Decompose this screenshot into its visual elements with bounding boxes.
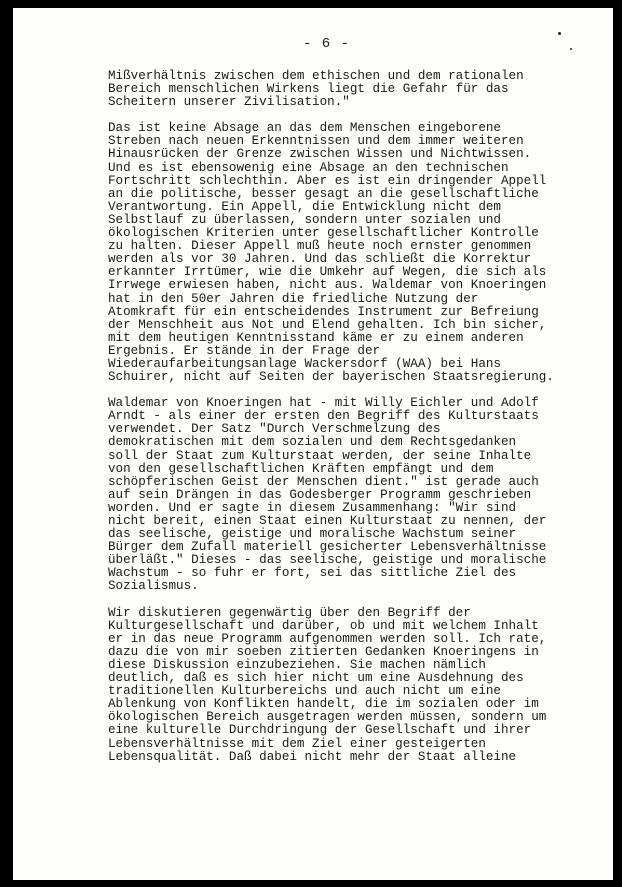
text-line: schöpferischen Geist der Menschen dient." ist gerade auch — [108, 474, 539, 489]
text-line: Irrwege erwiesen haben, nicht aus. Waldemar von Knoeringen — [108, 278, 547, 293]
text-line: er in das neue Programm aufgenommen werden soll. Ich rate, — [108, 631, 547, 646]
paragraph — [108, 70, 578, 109]
text-line: Und es ist ebensowenig eine Absage an den technischen — [108, 160, 509, 175]
text-line: von den gesellschaftlichen Kräften empfängt und dem — [108, 461, 494, 476]
text-line: Selbstlauf zu überlassen, sondern unter sozialen und — [108, 212, 501, 227]
text-line: Sozialismus. — [108, 579, 199, 594]
paragraph — [108, 397, 578, 593]
text-line: Lebensqualität. Daß dabei nicht mehr der Staat alleine — [108, 749, 517, 764]
text-line: mit dem heutigen Kenntnisstand käme er zu einem anderen — [108, 330, 524, 345]
text-line: Kulturgesellschaft und darüber, ob und mit welchem Inhalt — [108, 618, 539, 633]
text-line: deutlich, daß es sich hier nicht um eine Ausdehnung des — [108, 671, 524, 686]
paragraph — [108, 607, 578, 764]
text-line: nicht bereit, einen Staat einen Kulturstaat zu nennen, der — [108, 514, 547, 528]
text-line: auf sein Drängen in das Godesberger Programm geschrieben — [108, 487, 532, 502]
text-line: Fortschritt schlechthin. Aber es ist ein dringender Appell — [108, 173, 547, 188]
text-line: Waldemar von Knoeringen hat - mit Willy Eichler und Adolf — [108, 396, 539, 411]
text-line: traditionellen Kulturbereichs und auch nicht um eine — [108, 684, 501, 699]
text-line: ökologischen Kriterien unter gesellschaftlicher Kontrolle — [108, 226, 539, 241]
text-line: demokratischen mit dem sozialen und dem Rechtsgedanken — [108, 435, 517, 450]
body-text — [108, 70, 578, 777]
text-line: Bürger dem Zufall materiell gesicherter Lebensverhältnisse — [108, 540, 547, 555]
text-line: Das ist keine Absage an das dem Menschen eingeborene — [108, 121, 501, 136]
text-line: Schuirer, nicht auf Seiten der bayerischen Staatsregierung. — [108, 370, 554, 385]
text-line: Lebensverhältnisse mit dem Ziel einer gesteigerten — [108, 736, 486, 751]
text-line: eine kulturelle Durchdringung der Gesellschaft und ihrer — [108, 723, 532, 738]
text-line: an die politische, besser gesagt an die gesellschaftliche — [108, 186, 539, 201]
document-page — [13, 8, 613, 880]
text-line: Verantwortung. Ein Appell, die Entwicklung nicht dem — [108, 199, 501, 214]
text-line: Arndt - als einer der ersten den Begriff des Kulturstaats — [108, 409, 539, 424]
text-line: diese Diskussion einzubeziehen. Sie machen nämlich — [108, 657, 486, 672]
text-line: Mißverhältnis zwischen dem ethischen und dem rationalen — [108, 69, 524, 83]
scan-speck-mark — [570, 48, 572, 50]
text-line: ökologischen Bereich ausgetragen werden müssen, sondern um — [108, 710, 547, 725]
text-line: der Menschheit aus Not und Elend gehalten. Ich bin sicher, — [108, 317, 547, 332]
text-line: überläßt." Dieses - das seelische, geistige und moralische — [108, 553, 547, 568]
text-line: worden. Und er sagte in diesem Zusammenhang: "Wir sind — [108, 500, 517, 515]
text-line: werden als vor 30 Jahren. Und das schließt die Korrektur — [108, 252, 532, 267]
text-line: Streben nach neuen Erkenntnissen und dem immer weiteren — [108, 134, 524, 149]
text-line: soll der Staat zum Kulturstaat werden, der seine Inhalte — [108, 448, 532, 463]
text-line: Hinausrücken der Grenze zwischen Wissen und Nichtwissen. — [108, 147, 532, 162]
text-line: das seelische, geistige und moralische Wachstum seiner — [108, 527, 517, 542]
scan-speck-mark — [558, 32, 561, 35]
text-line: Ablenkung von Konflikten handelt, die im sozialen oder im — [108, 697, 539, 712]
text-line: Wiederaufarbeitungsanlage Wackersdorf (WAA) bei Hans — [108, 356, 501, 371]
text-line: verwendet. Der Satz "Durch Verschmelzung des — [108, 422, 441, 437]
text-line: Wir diskutieren gegenwärtig über den Begriff der — [108, 605, 471, 620]
text-line: hat in den 50er Jahren die friedliche Nutzung der — [108, 291, 479, 306]
text-line: erkannter Irrtümer, wie die Umkehr auf Wegen, die sich als — [108, 265, 547, 280]
text-line: dazu die von mir soeben zitierten Gedanken Knoeringens in — [108, 644, 539, 659]
text-line: Scheitern unserer Zivilisation." — [108, 95, 350, 110]
text-line: zu halten. Dieser Appell muß heute noch ernster genommen — [108, 239, 532, 254]
text-line: Atomkraft für ein entscheidendes Instrument zur Befreiung — [108, 304, 539, 319]
text-line: Bereich menschlichen Wirkens liegt die Gefahr für das — [108, 82, 509, 97]
text-line: Wachstum - so fuhr er fort, sei das sittliche Ziel des — [108, 566, 517, 581]
text-line: Ergebnis. Er stände in der Frage der — [108, 343, 381, 358]
page-number: - 6 - — [303, 36, 351, 52]
paragraph — [108, 122, 578, 384]
